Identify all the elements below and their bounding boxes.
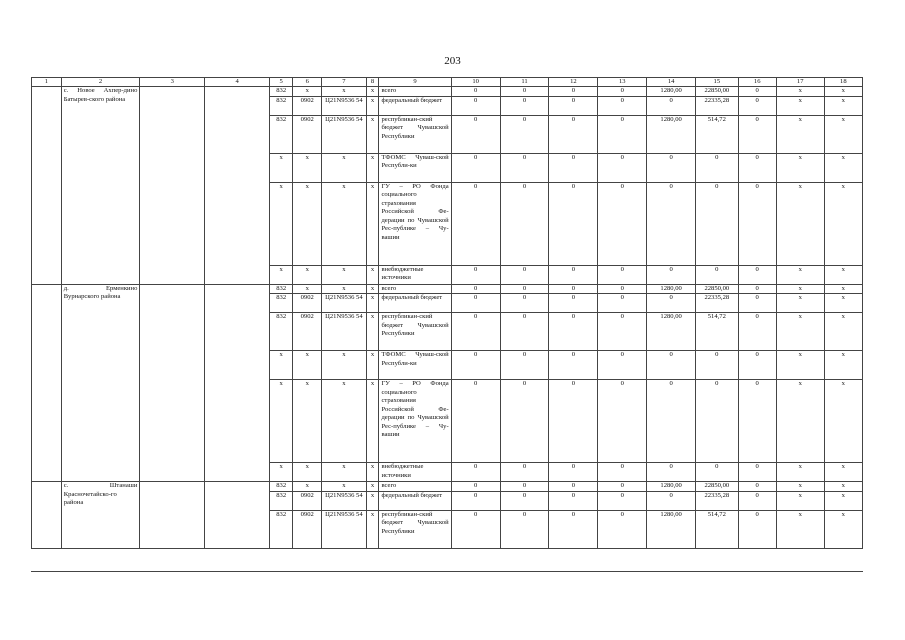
table-cell: 0 bbox=[549, 182, 598, 265]
table-cell: 0 bbox=[598, 284, 647, 293]
table-cell: 22850,00 bbox=[696, 284, 739, 293]
funding-source: республикан-ский бюджет Чувашской Республики bbox=[379, 510, 451, 548]
table-cell: х bbox=[824, 284, 862, 293]
table-row bbox=[32, 482, 863, 491]
table-cell: 0 bbox=[500, 115, 549, 153]
column-number-header: 4 bbox=[205, 78, 270, 87]
column-number-header: 17 bbox=[776, 78, 824, 87]
table-cell: 0 bbox=[549, 153, 598, 182]
table-cell: х bbox=[366, 313, 379, 351]
column-number-header: 8 bbox=[366, 78, 379, 87]
table-cell: х bbox=[776, 87, 824, 96]
table-cell: 0 bbox=[738, 491, 776, 510]
table-cell: 0 bbox=[451, 115, 500, 153]
table-cell: 0 bbox=[451, 153, 500, 182]
table-cell: х bbox=[322, 463, 367, 482]
table-cell: 22335,28 bbox=[696, 294, 739, 313]
table-cell: х bbox=[776, 182, 824, 265]
table-cell: х bbox=[293, 284, 322, 293]
table-cell: 832 bbox=[270, 510, 293, 548]
table-cell: 0 bbox=[738, 351, 776, 380]
table-cell: х bbox=[824, 182, 862, 265]
table-cell: х bbox=[776, 115, 824, 153]
table-cell: х bbox=[776, 351, 824, 380]
column-number-header: 15 bbox=[696, 78, 739, 87]
table-cell: 0 bbox=[549, 284, 598, 293]
table-cell: 0 bbox=[696, 463, 739, 482]
table-cell: 0 bbox=[549, 115, 598, 153]
table-cell: х bbox=[776, 463, 824, 482]
table-cell: 0 bbox=[598, 265, 647, 284]
table-cell: 22335,28 bbox=[696, 491, 739, 510]
table-cell: 0 bbox=[598, 87, 647, 96]
table-cell: х bbox=[322, 153, 367, 182]
table-cell: 0 bbox=[738, 265, 776, 284]
table-cell: 0 bbox=[549, 510, 598, 548]
table-cell: х bbox=[776, 482, 824, 491]
funding-source: ТФОМС Чуваш-ской Республи-ки bbox=[379, 351, 451, 380]
table-cell: х bbox=[293, 182, 322, 265]
table-cell: х bbox=[366, 482, 379, 491]
table-cell: х bbox=[293, 153, 322, 182]
table-cell: 832 bbox=[270, 96, 293, 115]
table-cell: 0 bbox=[598, 294, 647, 313]
table-cell: 0 bbox=[451, 351, 500, 380]
table-cell: 0 bbox=[451, 482, 500, 491]
table-cell: 0 bbox=[696, 380, 739, 463]
table-cell: 832 bbox=[270, 491, 293, 510]
table-cell: х bbox=[322, 182, 367, 265]
table-cell: 0 bbox=[696, 153, 739, 182]
place-name: с. Новое Ахпер-дино Батырев-ского района bbox=[61, 87, 140, 284]
table-cell: 1280,00 bbox=[647, 284, 696, 293]
column-number-header: 13 bbox=[598, 78, 647, 87]
table-cell: Ц21N9536 54 bbox=[322, 294, 367, 313]
table-cell: 1280,00 bbox=[647, 87, 696, 96]
column-number-header: 1 bbox=[32, 78, 62, 87]
table-cell: х bbox=[776, 265, 824, 284]
table-cell: х bbox=[776, 510, 824, 548]
table-cell: 0 bbox=[549, 380, 598, 463]
table-cell: 0 bbox=[598, 182, 647, 265]
table-cell: 0 bbox=[647, 96, 696, 115]
table-cell: 0 bbox=[738, 96, 776, 115]
table-cell: 514,72 bbox=[696, 510, 739, 548]
table-cell: Ц21N9536 54 bbox=[322, 313, 367, 351]
funding-source: всего bbox=[379, 284, 451, 293]
table-cell: 0 bbox=[500, 294, 549, 313]
table-cell: 0 bbox=[598, 313, 647, 351]
table-cell: 0 bbox=[500, 313, 549, 351]
table-cell: х bbox=[824, 510, 862, 548]
table-cell: х bbox=[322, 351, 367, 380]
column-number-header: 7 bbox=[322, 78, 367, 87]
table-cell: Ц21N9536 54 bbox=[322, 96, 367, 115]
table-cell: 0 bbox=[500, 463, 549, 482]
column-number-header: 6 bbox=[293, 78, 322, 87]
table-cell: 0 bbox=[451, 265, 500, 284]
table-cell: х bbox=[776, 313, 824, 351]
table-cell: 0 bbox=[696, 351, 739, 380]
empty-cell bbox=[140, 482, 205, 548]
empty-cell bbox=[32, 284, 62, 481]
table-cell: 0 bbox=[451, 491, 500, 510]
table-cell: 0902 bbox=[293, 491, 322, 510]
table-cell: 0 bbox=[598, 463, 647, 482]
empty-cell bbox=[32, 87, 62, 284]
table-cell: 1280,00 bbox=[647, 313, 696, 351]
place-name: д. Ерменкино Вурнарского района bbox=[61, 284, 140, 481]
funding-source: всего bbox=[379, 482, 451, 491]
table-cell: 0 bbox=[500, 87, 549, 96]
table-cell: х bbox=[293, 380, 322, 463]
empty-cell bbox=[205, 87, 270, 284]
funding-source: внебюджетные источники bbox=[379, 265, 451, 284]
table-cell: х bbox=[270, 463, 293, 482]
funding-source: федеральный бюджет bbox=[379, 491, 451, 510]
table-cell: 0 bbox=[647, 491, 696, 510]
table-cell: 0 bbox=[696, 182, 739, 265]
table-cell: 0 bbox=[500, 380, 549, 463]
funding-source: федеральный бюджет bbox=[379, 96, 451, 115]
table-cell: 514,72 bbox=[696, 115, 739, 153]
table-cell: 0902 bbox=[293, 510, 322, 548]
table-cell: 0 bbox=[738, 510, 776, 548]
table-row bbox=[32, 87, 863, 96]
table-cell: Ц21N9536 54 bbox=[322, 510, 367, 548]
table-cell: х bbox=[824, 463, 862, 482]
table-row bbox=[32, 284, 863, 293]
empty-cell bbox=[32, 482, 62, 548]
table-cell: х bbox=[293, 482, 322, 491]
table-cell: х bbox=[366, 491, 379, 510]
column-number-header: 12 bbox=[549, 78, 598, 87]
table-cell: 22335,28 bbox=[696, 96, 739, 115]
table-cell: 0 bbox=[598, 491, 647, 510]
table-cell: х bbox=[824, 351, 862, 380]
table-cell: х bbox=[270, 265, 293, 284]
column-number-header: 5 bbox=[270, 78, 293, 87]
table-cell: 0 bbox=[549, 463, 598, 482]
place-name: с. Штанаши Красночетайско-го района bbox=[61, 482, 140, 548]
funding-source: республикан-ский бюджет Чувашской Республики bbox=[379, 313, 451, 351]
table-cell: х bbox=[776, 96, 824, 115]
empty-cell bbox=[205, 482, 270, 548]
table-cell: х bbox=[366, 284, 379, 293]
table-cell: 0 bbox=[500, 491, 549, 510]
table-cell: х bbox=[366, 351, 379, 380]
table-cell: 0 bbox=[451, 463, 500, 482]
table-cell: х bbox=[824, 265, 862, 284]
table-cell: 0 bbox=[647, 351, 696, 380]
table-cell: 514,72 bbox=[696, 313, 739, 351]
table-cell: х bbox=[824, 491, 862, 510]
table-cell: 0902 bbox=[293, 96, 322, 115]
table-cell: 0902 bbox=[293, 115, 322, 153]
table-cell: 0 bbox=[696, 265, 739, 284]
table-cell: 0 bbox=[549, 351, 598, 380]
table-cell: х bbox=[270, 182, 293, 265]
table-bottom-edge bbox=[31, 571, 863, 572]
table-cell: 0 bbox=[738, 380, 776, 463]
table-cell: х bbox=[322, 265, 367, 284]
table-cell: х bbox=[366, 265, 379, 284]
table-cell: 0 bbox=[451, 313, 500, 351]
table-cell: х bbox=[293, 351, 322, 380]
funding-source: республикан-ский бюджет Чувашской Республики bbox=[379, 115, 451, 153]
page-number: 203 bbox=[444, 55, 461, 67]
table-cell: 0 bbox=[598, 96, 647, 115]
table-cell: 0 bbox=[500, 351, 549, 380]
table-cell: 0 bbox=[738, 115, 776, 153]
table-cell: 0 bbox=[500, 96, 549, 115]
column-number-header: 10 bbox=[451, 78, 500, 87]
table-cell: 0 bbox=[500, 510, 549, 548]
table-cell: х bbox=[270, 153, 293, 182]
table-cell: х bbox=[322, 482, 367, 491]
table-cell: 0 bbox=[738, 294, 776, 313]
table-cell: 22850,00 bbox=[696, 87, 739, 96]
column-number-header: 2 bbox=[61, 78, 140, 87]
empty-cell bbox=[205, 284, 270, 481]
column-number-header: 9 bbox=[379, 78, 451, 87]
table-cell: 0 bbox=[647, 463, 696, 482]
table-cell: 0 bbox=[738, 313, 776, 351]
table-cell: 0 bbox=[451, 284, 500, 293]
table-cell: 0 bbox=[451, 182, 500, 265]
table-cell: 0 bbox=[549, 96, 598, 115]
table-cell: х bbox=[824, 313, 862, 351]
column-number-header: 3 bbox=[140, 78, 205, 87]
empty-cell bbox=[140, 87, 205, 284]
column-number-header: 18 bbox=[824, 78, 862, 87]
table-cell: х bbox=[366, 87, 379, 96]
funding-source: внебюджетные источники bbox=[379, 463, 451, 482]
table-cell: х bbox=[270, 351, 293, 380]
table-cell: 0 bbox=[598, 153, 647, 182]
table-cell: х bbox=[293, 87, 322, 96]
table-cell: 1280,00 bbox=[647, 115, 696, 153]
empty-cell bbox=[140, 284, 205, 481]
table-cell: 0 bbox=[451, 96, 500, 115]
table-cell: х bbox=[824, 153, 862, 182]
table-cell: х bbox=[322, 380, 367, 463]
table-cell: 0 bbox=[647, 380, 696, 463]
table-cell: х bbox=[776, 491, 824, 510]
table-cell: 832 bbox=[270, 294, 293, 313]
funding-source: ГУ – РО Фонда социального страхования Российской Фе-дерации по Чувашской Рес-публике – Чу-вашии bbox=[379, 182, 451, 265]
table-cell: 0 bbox=[549, 491, 598, 510]
table-cell: Ц21N9536 54 bbox=[322, 115, 367, 153]
table-cell: х bbox=[824, 87, 862, 96]
table-cell: х bbox=[366, 153, 379, 182]
table-cell: 832 bbox=[270, 482, 293, 491]
table-cell: х bbox=[824, 115, 862, 153]
table-cell: 0 bbox=[738, 87, 776, 96]
table-cell: 0 bbox=[598, 482, 647, 491]
table-cell: х bbox=[366, 380, 379, 463]
budget-table bbox=[31, 77, 863, 549]
table-cell: 0 bbox=[500, 284, 549, 293]
table-cell: 1280,00 bbox=[647, 482, 696, 491]
table-cell: 0 bbox=[598, 510, 647, 548]
table-cell: х bbox=[824, 96, 862, 115]
table-cell: 0 bbox=[738, 182, 776, 265]
table-cell: 0 bbox=[500, 182, 549, 265]
table-cell: х bbox=[824, 482, 862, 491]
table-cell: 0 bbox=[451, 380, 500, 463]
table-cell: 0902 bbox=[293, 294, 322, 313]
table-cell: 22850,00 bbox=[696, 482, 739, 491]
column-number-header: 16 bbox=[738, 78, 776, 87]
table-cell: 832 bbox=[270, 284, 293, 293]
table-cell: 0 bbox=[598, 115, 647, 153]
table-cell: 0 bbox=[549, 265, 598, 284]
table-cell: 0 bbox=[451, 294, 500, 313]
table-cell: х bbox=[366, 463, 379, 482]
table-cell: х bbox=[366, 96, 379, 115]
table-cell: 0 bbox=[647, 265, 696, 284]
table-cell: 0 bbox=[549, 294, 598, 313]
table-cell: х bbox=[776, 284, 824, 293]
header-row bbox=[32, 78, 863, 87]
table-cell: х bbox=[776, 153, 824, 182]
table-cell: х bbox=[366, 294, 379, 313]
table-cell: 0 bbox=[500, 265, 549, 284]
table-cell: 0 bbox=[647, 182, 696, 265]
table-cell: 0 bbox=[500, 153, 549, 182]
table-cell: х bbox=[322, 284, 367, 293]
table-cell: 0 bbox=[647, 294, 696, 313]
table-cell: 0 bbox=[598, 380, 647, 463]
column-number-header: 11 bbox=[500, 78, 549, 87]
table-cell: 832 bbox=[270, 313, 293, 351]
table-cell: х bbox=[366, 510, 379, 548]
table-cell: х bbox=[293, 463, 322, 482]
funding-source: всего bbox=[379, 87, 451, 96]
funding-source: ГУ – РО Фонда социального страхования Российской Фе-дерации по Чувашской Рес-публике – Чу-вашии bbox=[379, 380, 451, 463]
table-cell: х bbox=[776, 294, 824, 313]
table-cell: 0 bbox=[451, 510, 500, 548]
table-cell: 0 bbox=[451, 87, 500, 96]
table-cell: х bbox=[824, 294, 862, 313]
table-cell: 0 bbox=[549, 482, 598, 491]
table-cell: х bbox=[776, 380, 824, 463]
table-cell: 0 bbox=[738, 284, 776, 293]
table-cell: 0 bbox=[738, 153, 776, 182]
table-cell: 0 bbox=[738, 482, 776, 491]
table-cell: 0902 bbox=[293, 313, 322, 351]
table-cell: 1280,00 bbox=[647, 510, 696, 548]
table-cell: 0 bbox=[738, 463, 776, 482]
table-cell: Ц21N9536 54 bbox=[322, 491, 367, 510]
table-cell: 0 bbox=[598, 351, 647, 380]
table-cell: х bbox=[322, 87, 367, 96]
funding-source: ТФОМС Чуваш-ской Республи-ки bbox=[379, 153, 451, 182]
funding-source: федеральный бюджет bbox=[379, 294, 451, 313]
table-cell: х bbox=[824, 380, 862, 463]
table-cell: 832 bbox=[270, 115, 293, 153]
table-cell: 832 bbox=[270, 87, 293, 96]
table-cell: х bbox=[366, 182, 379, 265]
table-cell: х bbox=[270, 380, 293, 463]
column-number-header: 14 bbox=[647, 78, 696, 87]
table-cell: 0 bbox=[647, 153, 696, 182]
table-cell: х bbox=[366, 115, 379, 153]
table-cell: х bbox=[293, 265, 322, 284]
table-cell: 0 bbox=[549, 87, 598, 96]
table-cell: 0 bbox=[500, 482, 549, 491]
table-cell: 0 bbox=[549, 313, 598, 351]
